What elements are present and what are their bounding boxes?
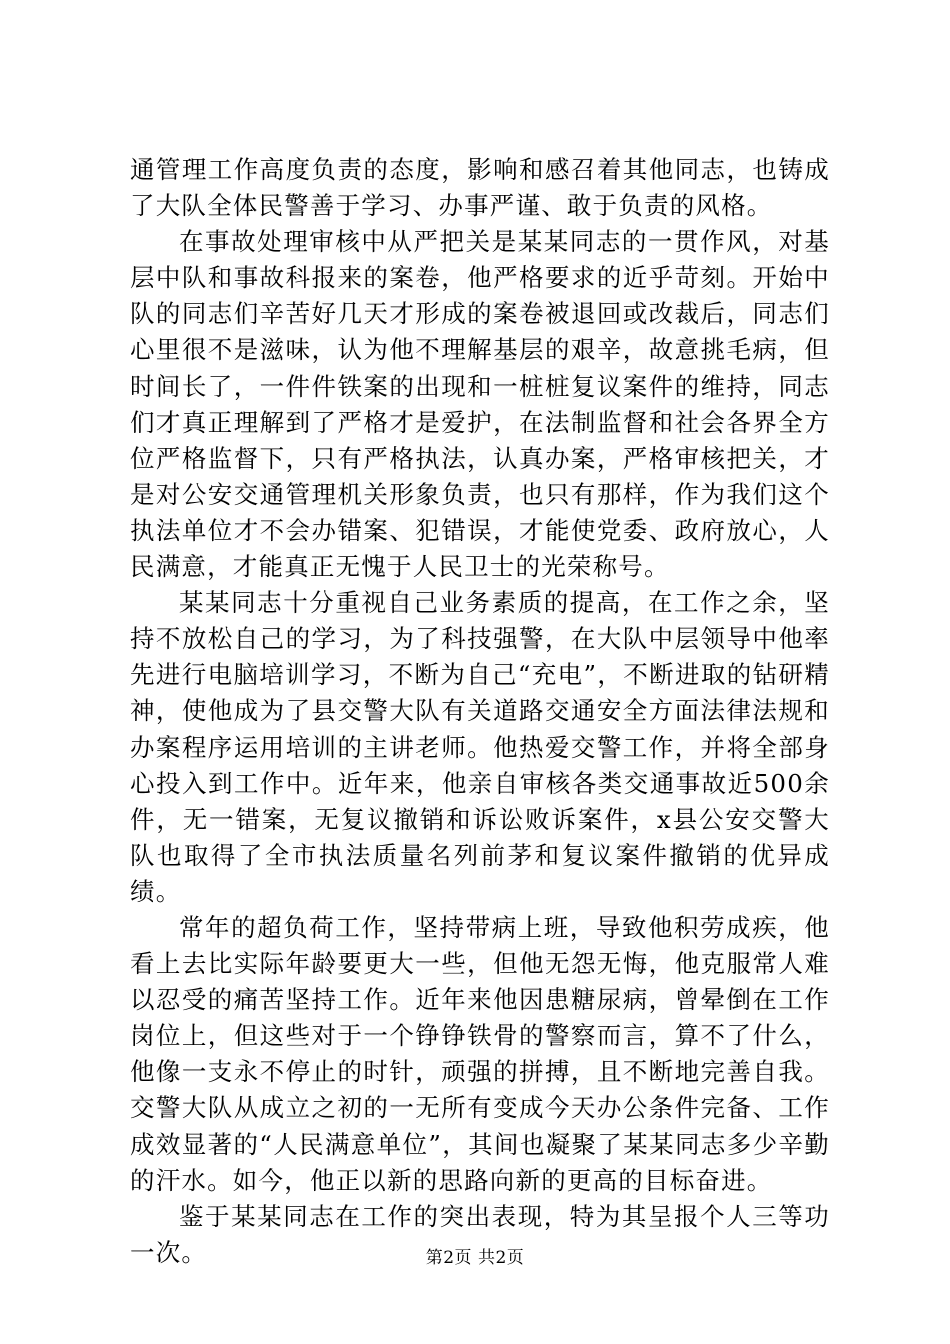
paragraph-review-strictness: 在事故处理审核中从严把关是某某同志的一贯作风，对基层中队和事故科报来的案卷，他严格要求的近乎苛刻。开始中队的同志们辛苦好几天才形成的案卷被退回或改裁后，同志们心里很不是滋味，认为他不理解基层的艰辛，故意挑毛病，但时间长了，一件件铁案的出现和一桩桩复议案件的维持，同志们才真正理解到了严格才是爱护，在法制监督和社会各界全方位严格监督下，只有严格执法，认真办案，严格审核把关，才是对公安交通管理机关形象负责，也只有那样，作为我们这个执法单位才不会办错案、犯错误，才能使党委、政府放心，人民满意，才能真正无愧于人民卫士的光荣称号。: [130, 227, 830, 582]
page-number-footer: 第2页 共2页: [425, 1248, 525, 1268]
paragraph-continuation: 通管理工作高度负责的态度，影响和感召着其他同志，也铸成了大队全体民警善于学习、办事严谨、敢于负责的风格。: [130, 155, 830, 221]
document-body: [130, 152, 830, 1271]
paragraph-self-improvement: 某某同志十分重视自己业务素质的提高，在工作之余，坚持不放松自己的学习，为了科技强警，在大队中层领导中他率先进行电脑培训学习，不断为自己“充电”，不断进取的钻研精神，使他成为了县交警大队有关道路交通安全方面法律法规和办案程序运用培训的主讲老师。他热爱交警工作，并将全部身心投入到工作中。近年来，他亲自审核各类交通事故近500余件，无一错案，无复议撤销和诉讼败诉案件，x县公安交警大队也取得了全市执法质量名列前茅和复议案件撤销的优异成绩。: [130, 588, 830, 906]
paragraph-dedication: 常年的超负荷工作，坚持带病上班，导致他积劳成疾，他看上去比实际年龄要更大一些，但他无怨无悔，他克服常人难以忍受的痛苦坚持工作。近年来他因患糖尿病，曾晕倒在工作岗位上，但这些对于一个铮铮铁骨的警察而言，算不了什么，他像一支永不停止的时针，顽强的拼搏，且不断地完善自我。交警大队从成立之初的一无所有变成今天办公条件完备、工作成效显著的“人民满意单位”，其间也凝聚了某某同志多少辛勤的汗水。如今，他正以新的思路向新的更高的目标奋进。: [130, 912, 830, 1195]
paragraph-conclusion: 鉴于某某同志在工作的突出表现，特为其呈报个人三等功一次。: [130, 1201, 830, 1267]
